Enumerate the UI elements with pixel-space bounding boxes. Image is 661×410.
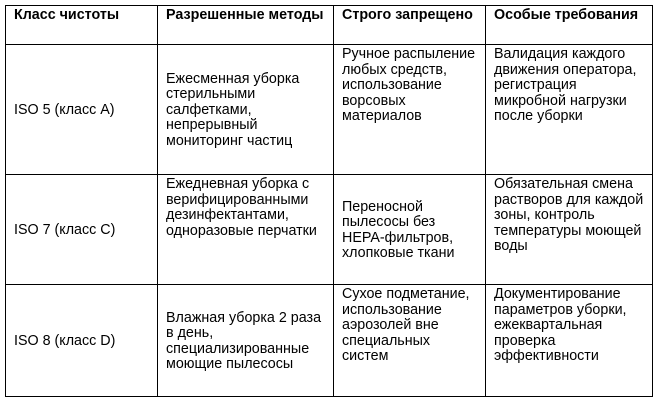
cell-allowed-methods: Ежедневная уборка с верифицированными дезинфектантами, одноразовые перчатки — [158, 175, 334, 285]
header-strictly-forbidden: Строго запрещено — [334, 6, 486, 45]
table-row-iso7 — [6, 175, 653, 285]
header-allowed-methods: Разрешенные методы — [158, 6, 334, 45]
cell-forbidden: Переносной пылесосы без HEPA-фильтров, хлопковые ткани — [334, 175, 486, 285]
table-header-row — [6, 6, 653, 45]
cell-requirements: Документирование параметров уборки, ежеквартальная проверка эффективности — [486, 285, 653, 397]
cell-class: ISO 5 (класс A) — [6, 45, 158, 175]
cell-forbidden: Сухое подметание, использование аэрозолей вне специальных систем — [334, 285, 486, 397]
cell-allowed-methods: Ежесменная уборка стерильными салфетками, непрерывный мониторинг частиц — [158, 45, 334, 175]
cell-forbidden: Ручное распыление любых средств, использование ворсовых материалов — [334, 45, 486, 175]
table-row-iso5 — [6, 45, 653, 175]
cell-requirements: Обязательная смена растворов для каждой зоны, контроль температуры моющей воды — [486, 175, 653, 285]
header-special-requirements: Особые требования — [486, 6, 653, 45]
cell-class: ISO 7 (класс C) — [6, 175, 158, 285]
cell-allowed-methods: Влажная уборка 2 раза в день, специализированные моющие пылесосы — [158, 285, 334, 397]
cleanroom-cleaning-table — [5, 5, 653, 397]
cell-requirements: Валидация каждого движения оператора, регистрация микробной нагрузки после уборки — [486, 45, 653, 175]
table-row-iso8 — [6, 285, 653, 397]
cleanroom-cleaning-table-container — [5, 5, 653, 397]
header-cleanliness-class: Класс чистоты — [6, 6, 158, 45]
cell-class: ISO 8 (класс D) — [6, 285, 158, 397]
